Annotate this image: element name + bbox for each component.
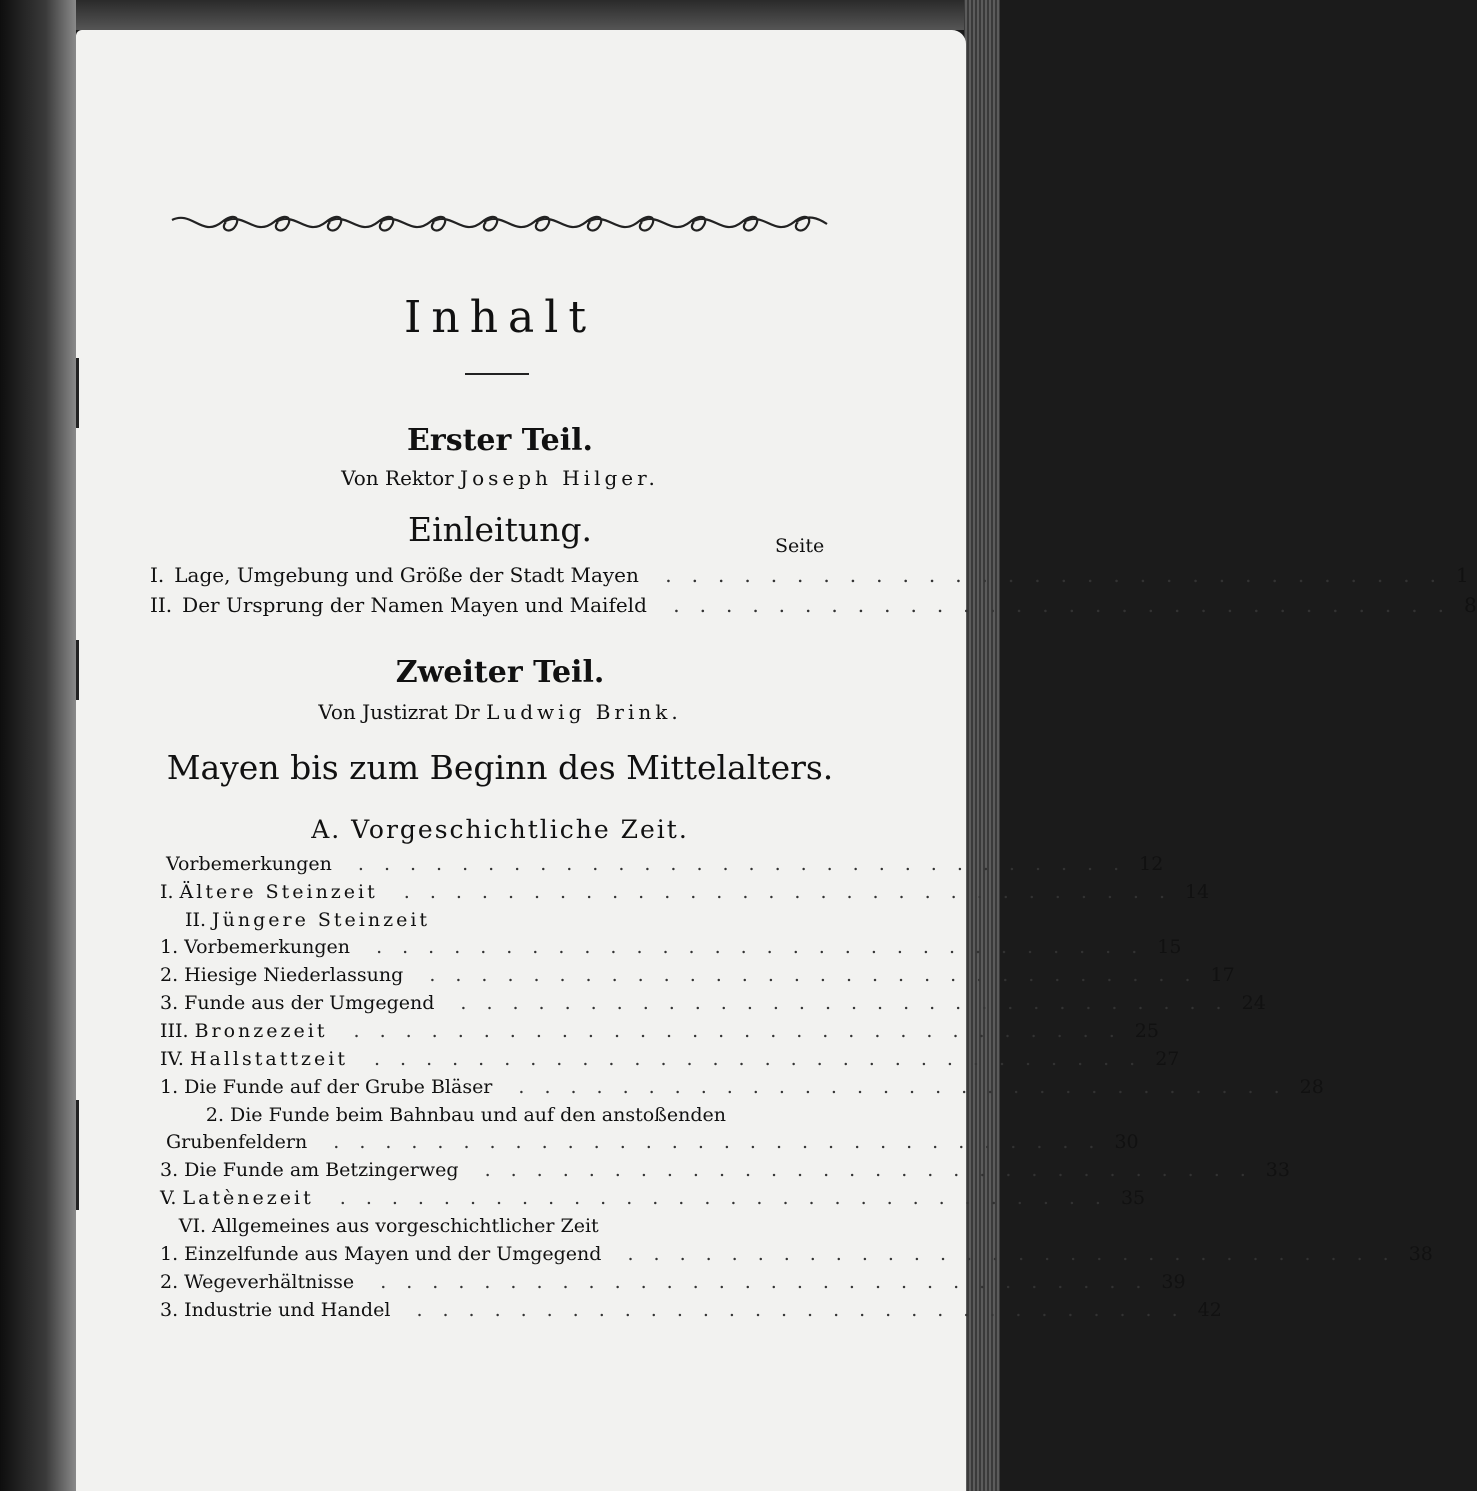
toc-entry-title-text: Der Ursprung der Namen Mayen und Maifeld [182, 593, 647, 617]
part2-title: Zweiter Teil. [395, 655, 605, 690]
toc-entry-page: 42 [1197, 1299, 1222, 1321]
toc-entry [160, 1243, 1433, 1271]
toc-entry-title-text: Jüngere Steinzeit [212, 909, 431, 931]
toc-entry [160, 1020, 1159, 1048]
toc-entry-title [166, 853, 1139, 875]
dot-leader: .............................. [354, 1271, 1162, 1293]
dot-leader: .............................. [458, 1159, 1266, 1181]
toc-entry-title-text: Funde aus der Umgegend [184, 992, 435, 1014]
toc-entry-number: III. [160, 1020, 189, 1042]
toc-entry [160, 964, 1235, 992]
toc-entry-title [174, 563, 1456, 587]
toc-entry-title-text: Wegeverhältnisse [184, 1271, 355, 1293]
toc-entry-title [184, 992, 1241, 1014]
toc-entry-page: 35 [1120, 1187, 1146, 1209]
toc-entry-title-text: Hiesige Niederlassung [184, 964, 404, 986]
dot-leader: .............................. [327, 1020, 1135, 1042]
toc-entry-title-text: Vorbemerkungen [166, 853, 332, 875]
toc-entry-title-text: Hallstattzeit [189, 1048, 348, 1070]
toc-entry [160, 1299, 1222, 1327]
toc-entry-number: 2. [160, 964, 179, 986]
dot-leader: .............................. [307, 1131, 1115, 1153]
toc-entry [160, 1104, 815, 1132]
toc-entry [160, 1187, 1146, 1215]
toc-entry-page: 27 [1155, 1048, 1180, 1070]
toc-entry-number: I. [150, 563, 165, 587]
part1-title: Erster Teil. [407, 423, 593, 458]
toc-entry-title [184, 964, 1210, 986]
toc-entry-title-text: Einzelfunde aus Mayen und der Umgegend [184, 1243, 602, 1265]
toc-entry-title-text: Ältere Steinzeit [179, 881, 378, 903]
toc-entry-number: VI. [178, 1215, 206, 1237]
toc-entry-number: II. [184, 909, 206, 931]
toc-entry-title [212, 1215, 775, 1237]
book-top-edge [76, 0, 1000, 30]
toc-entry-page: 12 [1139, 853, 1164, 875]
toc-entry-page: 39 [1161, 1271, 1186, 1293]
toc-entry-title-text: Allgemeines aus vorgeschichtlicher Zeit [212, 1215, 599, 1237]
part1-section-heading: Einleitung. [408, 510, 592, 549]
toc-entry-title [180, 881, 1185, 903]
toc-entry-page: 24 [1241, 992, 1266, 1014]
toc-entry-title [184, 1271, 1161, 1293]
dot-leader: .............................. [350, 936, 1158, 958]
toc-entry-page: 15 [1157, 936, 1182, 958]
toc-entry-number: II. [150, 593, 173, 617]
toc-entry-number: 2. [160, 1271, 179, 1293]
toc-entry-title-text: Industrie und Handel [184, 1299, 391, 1321]
toc-entry-title [212, 909, 775, 931]
toc-entry [160, 936, 1182, 964]
dot-leader: .............................. [646, 593, 1464, 617]
toc-entry [160, 853, 1164, 881]
dot-leader: .............................. [313, 1187, 1121, 1209]
toc-entry [160, 1271, 1186, 1299]
part2-byline [220, 700, 780, 724]
toc-entry-title-text: Bronzezeit [194, 1020, 328, 1042]
toc-entry-page: 33 [1265, 1159, 1290, 1181]
toc-entry-title [184, 1076, 1299, 1098]
toc-entry-number: 1. [160, 1243, 179, 1265]
toc-entry-title [184, 936, 1157, 958]
dot-leader: .............................. [601, 1243, 1409, 1265]
toc-entry-title [195, 1020, 1135, 1042]
part2-author: Ludwig Brink. [486, 700, 682, 724]
toc-entry-number: 3. [160, 1159, 179, 1181]
dot-leader: .............................. [492, 1076, 1300, 1098]
book-spine-shadow [0, 0, 76, 1491]
dot-leader: .............................. [331, 853, 1140, 875]
toc-entry-number: IV. [160, 1048, 184, 1070]
toc-entry-title-text: Latènezeit [182, 1187, 314, 1209]
toc-entry-title-text: Vorbemerkungen [184, 936, 351, 958]
toc-entry-number: 3. [160, 1299, 179, 1321]
toc-entry-title [190, 1048, 1155, 1070]
margin-mark [76, 640, 79, 700]
part2-section-heading: Mayen bis zum Beginn des Mittelalters. [166, 748, 834, 787]
dot-leader: .............................. [434, 992, 1242, 1014]
toc-entry-page: 38 [1408, 1243, 1433, 1265]
toc-entry-number: 2. [205, 1104, 224, 1126]
toc-entry-title-text: Lage, Umgebung und Größe der Stadt Mayen [174, 563, 639, 587]
toc-entry-page: 28 [1299, 1076, 1324, 1098]
toc-entry [160, 1076, 1324, 1104]
toc-entry [160, 1131, 1139, 1159]
part2-byline-prefix: Von Justizrat Dr [318, 700, 480, 724]
toc-entry-number: V. [160, 1187, 177, 1209]
toc-entry [160, 909, 815, 937]
part1-author: Joseph Hilger. [460, 466, 659, 490]
part2-subsection-heading: A. Vorgeschichtliche Zeit. [311, 815, 689, 844]
margin-mark [76, 1100, 79, 1210]
margin-mark [76, 358, 79, 428]
toc-entry [160, 1215, 815, 1243]
toc-entry-number: 3. [160, 992, 179, 1014]
toc-entry-page: 14 [1185, 881, 1210, 903]
part1-byline-prefix: Von Rektor [341, 466, 454, 490]
toc-entry [150, 593, 1477, 617]
toc-entry-page: 25 [1134, 1020, 1159, 1042]
title-divider [465, 373, 529, 375]
dot-leader: .............................. [347, 1048, 1156, 1070]
toc-entry-title-text: Die Funde am Betzingerweg [184, 1159, 459, 1181]
toc-entry-page: 1 [1456, 563, 1469, 587]
toc-entry-number: 1. [160, 1076, 179, 1098]
toc-entry [160, 881, 1210, 909]
toc-entry-title [166, 1131, 1114, 1153]
toc-entry-title [230, 1104, 775, 1126]
toc-entry-title [184, 1299, 1198, 1321]
toc-entry [160, 1048, 1180, 1076]
toc-entry-title [184, 1243, 1409, 1265]
dot-leader: .............................. [377, 881, 1185, 903]
toc-entry-title-text: Die Funde beim Bahnbau und auf den anstoßenden [230, 1104, 726, 1126]
toc-entry-page: 17 [1210, 964, 1235, 986]
toc-entry-title [182, 593, 1464, 617]
toc-entry-title [184, 1159, 1266, 1181]
ornamental-border-icon [172, 208, 827, 242]
toc-entry [160, 1159, 1290, 1187]
dot-leader: .............................. [638, 563, 1456, 587]
toc-entry [160, 992, 1266, 1020]
toc-entry-page: 8 [1463, 593, 1477, 617]
page-column-header: Seite [775, 535, 825, 557]
toc-entry-title [182, 1187, 1121, 1209]
toc-entry-title-text: Die Funde auf der Grube Bläser [184, 1076, 493, 1098]
toc-entry-title-text: Grubenfeldern [166, 1131, 308, 1153]
toc-entry-page: 30 [1114, 1131, 1139, 1153]
dot-leader: .............................. [390, 1299, 1198, 1321]
part1-byline [250, 466, 750, 490]
toc-entry-number: 1. [160, 936, 179, 958]
dot-leader: .............................. [403, 964, 1211, 986]
page-title: Inhalt [403, 292, 597, 343]
toc-entry [150, 563, 1469, 587]
book-page-edges [964, 0, 1000, 1491]
toc-entry-number: I. [160, 881, 174, 903]
